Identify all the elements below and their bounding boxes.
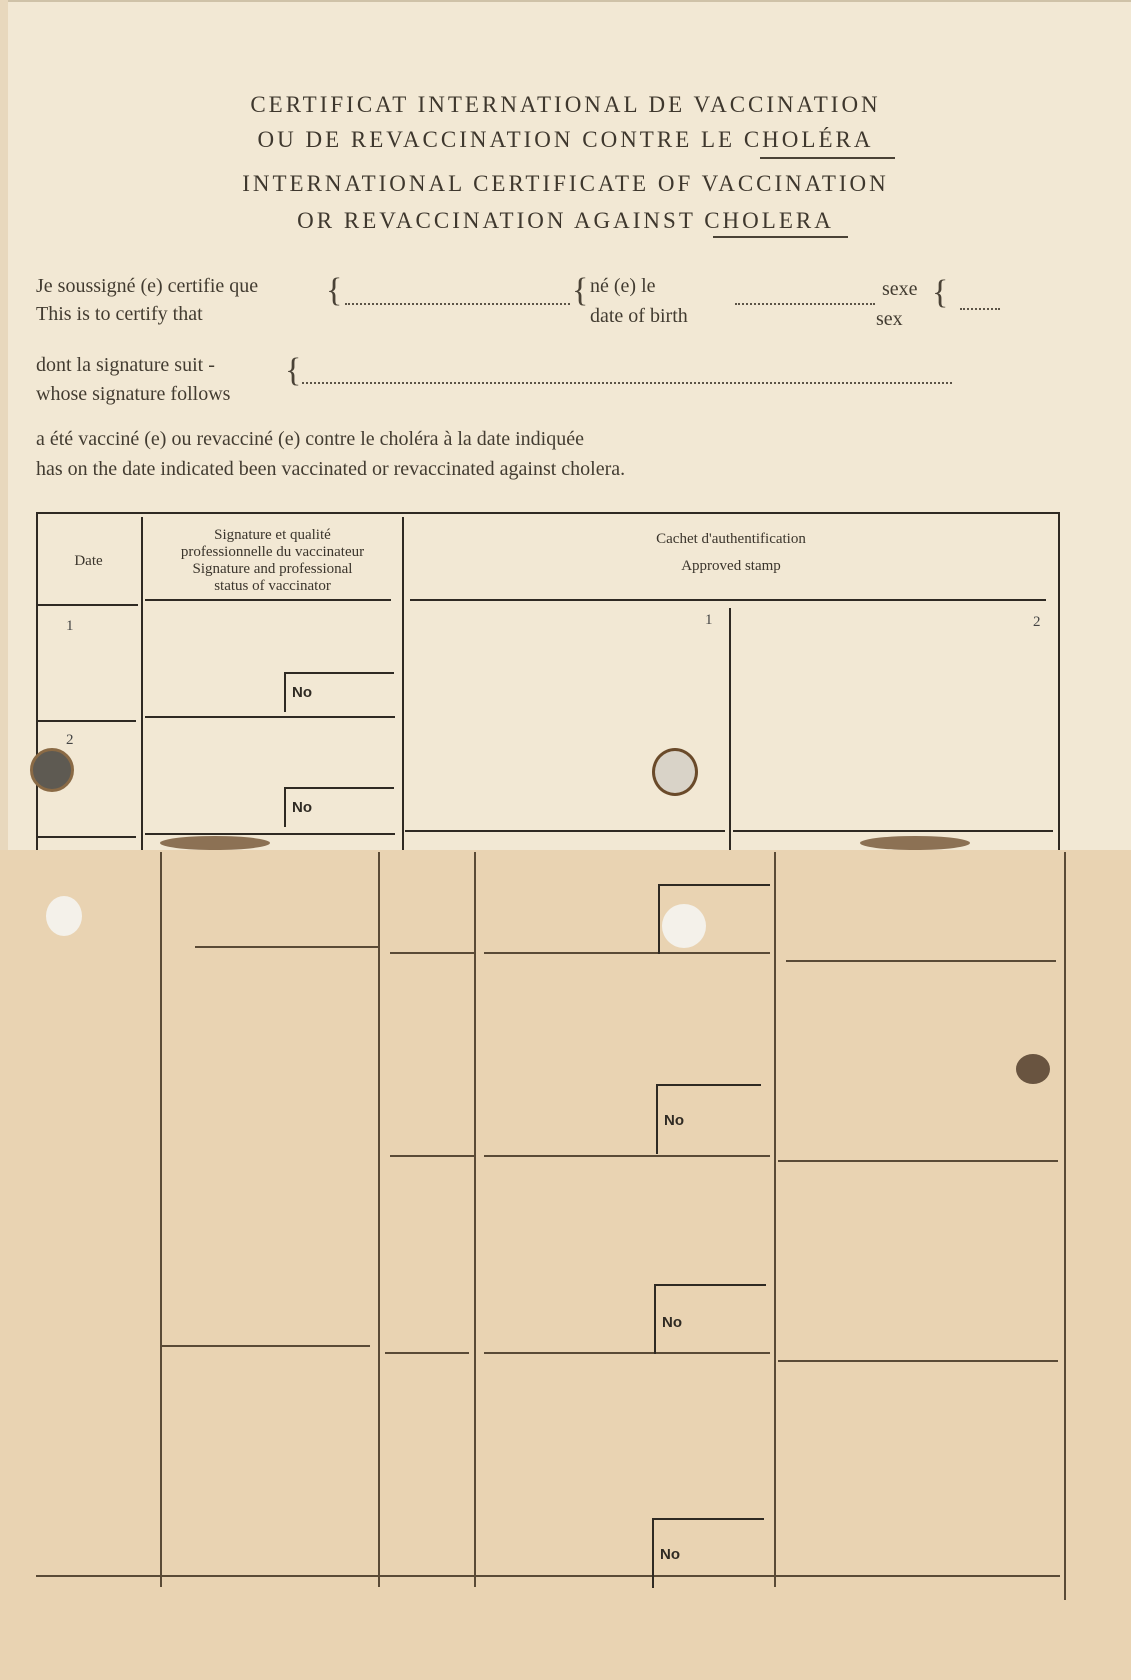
reverse-rule	[778, 1360, 1058, 1362]
row-rule-stamp-1	[405, 830, 725, 832]
birth-date-field[interactable]	[735, 303, 875, 305]
header-rule-stamp	[410, 599, 1046, 601]
title-underline-fr	[760, 157, 895, 159]
header-rule-date	[38, 604, 138, 606]
holder-signature-field[interactable]	[302, 382, 952, 384]
number-label: No	[662, 1314, 682, 1331]
title-en-line2: OR REVACCINATION AGAINST CHOLERA	[297, 208, 834, 233]
reverse-rule	[778, 1160, 1058, 1162]
header-sig-en-2: status of vaccinator	[214, 578, 331, 594]
header-stamp-en: Approved stamp	[681, 558, 781, 574]
statement-fr: a été vacciné (e) ou revacciné (e) contre le choléra à la date indiquée	[36, 428, 584, 450]
number-label: No	[292, 684, 312, 701]
reverse-divider	[474, 852, 476, 1587]
name-field[interactable]	[345, 303, 570, 305]
title-underline-en	[713, 236, 848, 238]
row-number-2: 2	[66, 732, 74, 748]
number-label: No	[660, 1546, 680, 1563]
header-rule-signature	[145, 599, 391, 601]
certify-label-fr: Je soussigné (e) certifie que	[36, 275, 259, 297]
burn-mark	[860, 836, 970, 850]
reverse-rule	[390, 952, 474, 954]
brace-signature: {	[285, 352, 302, 389]
certify-label-en: This is to certify that	[36, 303, 203, 325]
reverse-rule	[195, 946, 378, 948]
reverse-bottom-rule	[36, 1575, 1060, 1577]
title-en-line1: INTERNATIONAL CERTIFICATE OF VACCINATION	[242, 171, 889, 196]
stain-mark	[1016, 1054, 1050, 1084]
row-rule-stamp-2	[733, 830, 1053, 832]
header-stamp-fr: Cachet d'authentification	[656, 531, 806, 547]
sex-label-en: sex	[876, 308, 903, 330]
certificate-reverse-page	[0, 850, 1131, 1680]
row-rule-signature-1	[145, 716, 395, 718]
stamp-number-2: 2	[1033, 614, 1041, 630]
row-rule-date-2	[38, 836, 136, 838]
reverse-divider	[160, 852, 162, 1587]
born-label-en: date of birth	[590, 305, 688, 327]
row-rule-date-1	[38, 720, 136, 722]
title-fr-line1: CERTIFICAT INTERNATIONAL DE VACCINATION	[250, 92, 881, 117]
signature-label-fr: dont la signature suit -	[36, 354, 215, 376]
stamp-number-1: 1	[705, 612, 713, 628]
punch-hole-left	[30, 748, 74, 792]
header-sig-en-1: Signature and professional	[192, 561, 353, 577]
statement-en: has on the date indicated been vaccinated or revaccinated against cholera.	[36, 458, 626, 480]
table-divider-stamp	[729, 608, 731, 850]
brace-birth: {	[572, 272, 589, 309]
born-label-fr: né (e) le	[590, 275, 656, 297]
reverse-rule	[390, 1155, 474, 1157]
reverse-divider	[1064, 852, 1066, 1600]
signature-label-en: whose signature follows	[36, 383, 231, 405]
row-rule-signature-2	[145, 833, 395, 835]
number-label: No	[664, 1112, 684, 1129]
brace-sex: {	[932, 274, 949, 311]
reverse-rule	[484, 1352, 770, 1354]
sex-label-fr: sexe	[882, 278, 918, 300]
reverse-rule	[484, 1155, 770, 1157]
reverse-rule	[786, 960, 1056, 962]
table-top-border	[36, 512, 1060, 514]
reverse-divider	[378, 852, 380, 1587]
reverse-rule	[160, 1345, 370, 1347]
table-right-border	[1058, 512, 1060, 850]
header-sig-fr-2: professionnelle du vaccinateur	[180, 544, 365, 560]
reverse-rule	[385, 1352, 469, 1354]
row-number-1: 1	[66, 618, 74, 634]
brace-certify: {	[326, 272, 343, 309]
punch-hole-center	[652, 748, 698, 796]
reverse-divider	[774, 852, 776, 1587]
burn-mark	[160, 836, 270, 850]
sex-field[interactable]	[960, 308, 1000, 310]
punch-hole-reverse-left	[46, 896, 82, 936]
header-sig-fr-1: Signature et qualité	[214, 527, 331, 543]
header-date: Date	[74, 553, 103, 569]
title-fr-line2: OU DE REVACCINATION CONTRE LE CHOLÉRA	[257, 127, 874, 152]
punch-hole-reverse-center	[662, 904, 706, 948]
number-label: No	[292, 799, 312, 816]
reverse-rule	[484, 952, 770, 954]
